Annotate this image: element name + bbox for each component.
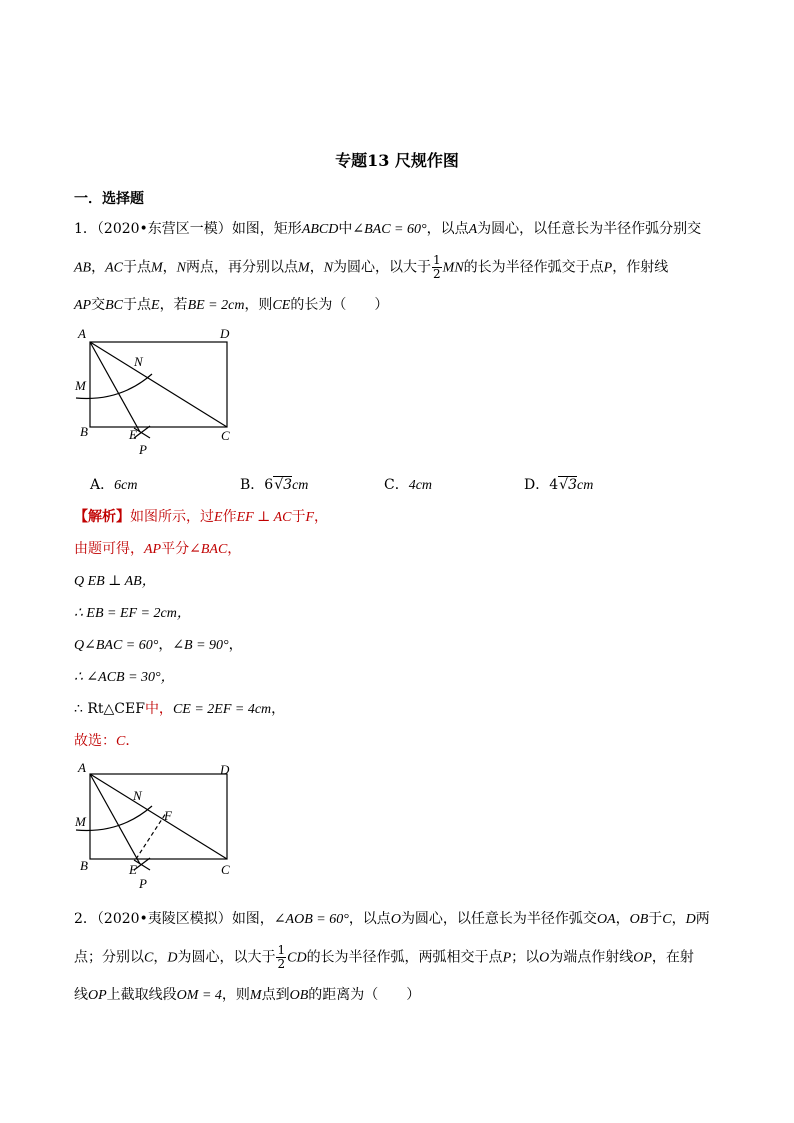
fraction-denominator: 2 [433,267,441,281]
text: 故选： [74,733,116,749]
label-m: M [75,814,86,829]
math: AC [105,260,123,276]
math: F [305,510,315,525]
text: ， [91,259,106,276]
math: CD [287,950,307,966]
text: ，在射 [651,949,694,966]
text: ， [227,541,242,557]
math: ∠BAC [189,542,228,557]
label-e: E [129,427,137,442]
label-d: D [220,326,230,341]
solution-line-8 [74,730,139,750]
option-coefficient: 6 [264,477,274,493]
text: ， [615,911,630,927]
text: ， [228,637,243,653]
q2-line-3 [74,984,420,1004]
text: ， [153,949,168,966]
q1-number: 1． [74,221,97,237]
solution-line-1 [74,506,328,526]
label-p: P [139,442,147,457]
diagonal-ac [90,342,227,427]
math: ∠BAC = 60° [352,222,427,237]
option-a [90,474,137,494]
math: AP [74,298,92,313]
text: 平分 [161,541,190,557]
math: OB [289,988,309,1003]
diagonal-ac [90,774,227,859]
text: 两 [695,911,710,927]
math: BE = 2cm [187,298,245,313]
label-c: C [221,428,230,443]
q1-line-1 [74,218,701,238]
math: ∠AOB = 60° [273,912,349,927]
option-label: D． [524,477,550,493]
section-heading: 一．选择题 [74,191,144,207]
text: 如图，矩形 [231,221,302,237]
figure-2-solution-construction [70,758,240,894]
text: 如图， [231,911,274,927]
q1-source: （2020•东营区一模） [96,221,232,237]
fraction-numerator: 1 [277,943,286,957]
answer: C [116,734,126,749]
math: C [144,950,154,966]
text: 为端点作射线 [549,949,634,966]
text: 的长为半径作弧，两弧相交于点 [306,949,503,966]
text: 为圆心，以大于 [333,259,432,276]
math: P [502,950,512,966]
text: ，则 [244,297,273,313]
label-n: N [133,788,142,803]
text: 为圆心，以任意长为半径作弧分别交 [477,221,702,237]
option-coefficient: 4 [549,477,559,493]
text: 的距离为（ ） [308,987,421,1003]
math: OP [633,950,652,966]
label-n: N [134,354,143,369]
math: D [167,950,178,966]
text: ；以 [511,949,540,966]
segment-ef [136,813,166,859]
math: ABCD [301,222,339,237]
math: OA [596,912,616,927]
math: Q EB ⊥ AB， [74,574,156,589]
option-value: 4cm [408,478,433,493]
text: 中 [338,221,353,237]
math: E [214,510,223,525]
math: E [151,298,160,313]
text: 于 [291,509,306,525]
option-value: 6cm [114,478,138,493]
text: ， [271,701,286,717]
label-m: M [75,378,86,393]
text: ， [309,259,324,276]
solution-line-3 [74,570,156,590]
option-label: A． [90,477,115,493]
option-unit: cm [292,478,309,493]
option-unit: cm [577,478,594,493]
math: A [468,222,478,237]
text: ，则 [221,987,250,1003]
math: OP [88,988,107,1003]
math: P [603,260,613,276]
label-b: B [80,424,88,439]
math: O [390,912,401,927]
fraction-denominator: 2 [277,957,286,971]
q1-line-3 [74,294,388,314]
text: ， [671,911,686,927]
text: 作 [222,509,237,525]
solution-line-4 [74,602,191,622]
text: 线 [74,987,88,1003]
fraction-half [276,944,286,971]
math: ∴ ∠ACB = 30°， [74,670,175,685]
text: 的长为（ ） [290,297,389,313]
label-d: D [220,762,230,777]
sqrt-radicand: √3 [559,477,577,493]
fraction-half [432,254,442,281]
sqrt-radicand: √3 [274,477,293,493]
label-f: F [164,808,172,823]
math: ∴ Rt△CEF [74,701,145,717]
q2-line-2 [74,944,694,971]
math: OM = 4 [176,988,222,1003]
solution-line-7 [74,698,285,718]
q2-line-1 [74,908,710,928]
radicand: 3 [283,477,293,493]
text: 点到 [261,987,290,1003]
solution-line-2 [74,538,241,558]
radicand: 3 [568,477,577,493]
text: 交 [91,297,106,313]
text: 于点 [123,297,151,313]
label-a: A [78,760,86,775]
text: 的长为半径作弧交于点 [463,259,604,276]
math: AB [74,260,92,276]
math: AP [144,542,162,557]
option-label: B． [240,477,265,493]
text: ， [162,259,177,276]
label-e: E [129,862,137,877]
text: ，以点 [426,221,469,237]
option-b [240,474,308,494]
label-a: A [78,326,86,341]
text: ，以点 [348,911,391,927]
text: ， [158,637,173,653]
math: M [298,260,310,276]
q2-source: （2020•夷陵区模拟） [96,911,232,927]
fraction-numerator: 1 [433,253,441,267]
text: ． [125,733,140,749]
text: ，若 [159,297,188,313]
option-d [524,474,593,494]
solution-tag: 【解析】 [74,509,130,525]
math: OB [629,912,649,927]
solution-line-6 [74,666,175,686]
text: 为圆心，以大于 [177,949,276,966]
text: 为圆心，以任意长为半径作弧交 [400,911,597,927]
math: N [176,260,187,276]
math: M [151,260,163,276]
math: Q∠BAC = 60° [74,638,159,653]
q1-line-2 [74,254,668,281]
text: 如图所示，过 [130,509,214,525]
solution-line-5 [74,634,243,654]
q2-number: 2． [74,911,97,927]
label-p: P [139,876,147,891]
text: 上截取线段 [106,987,177,1003]
math: D [685,912,696,927]
text: 中， [144,701,173,717]
math: ∴ EB = EF = 2cm， [74,606,191,621]
option-label: C． [384,477,409,493]
math: EF ⊥ AC [236,510,292,525]
option-c [384,474,432,494]
text: ，作射线 [612,259,669,276]
label-b: B [80,858,88,873]
text: 两点，再分别以点 [186,259,299,276]
math: MN [442,260,464,276]
math: CE [272,298,291,313]
label-c: C [221,862,230,877]
math: BC [105,298,123,313]
math: O [539,950,550,966]
text: 于点 [123,259,151,276]
text: ， [314,509,329,525]
math: CE = 2EF = 4cm [172,702,272,717]
figure-1-rectangle-construction [70,326,240,462]
math: N [323,260,334,276]
math: C [662,912,672,927]
page-title: 专题13 尺规作图 [335,151,459,170]
math: ∠B = 90° [172,638,229,653]
text: 由题可得， [74,541,144,557]
text: 点；分别以 [74,949,144,966]
text: 于 [648,911,663,927]
math: M [249,988,262,1003]
